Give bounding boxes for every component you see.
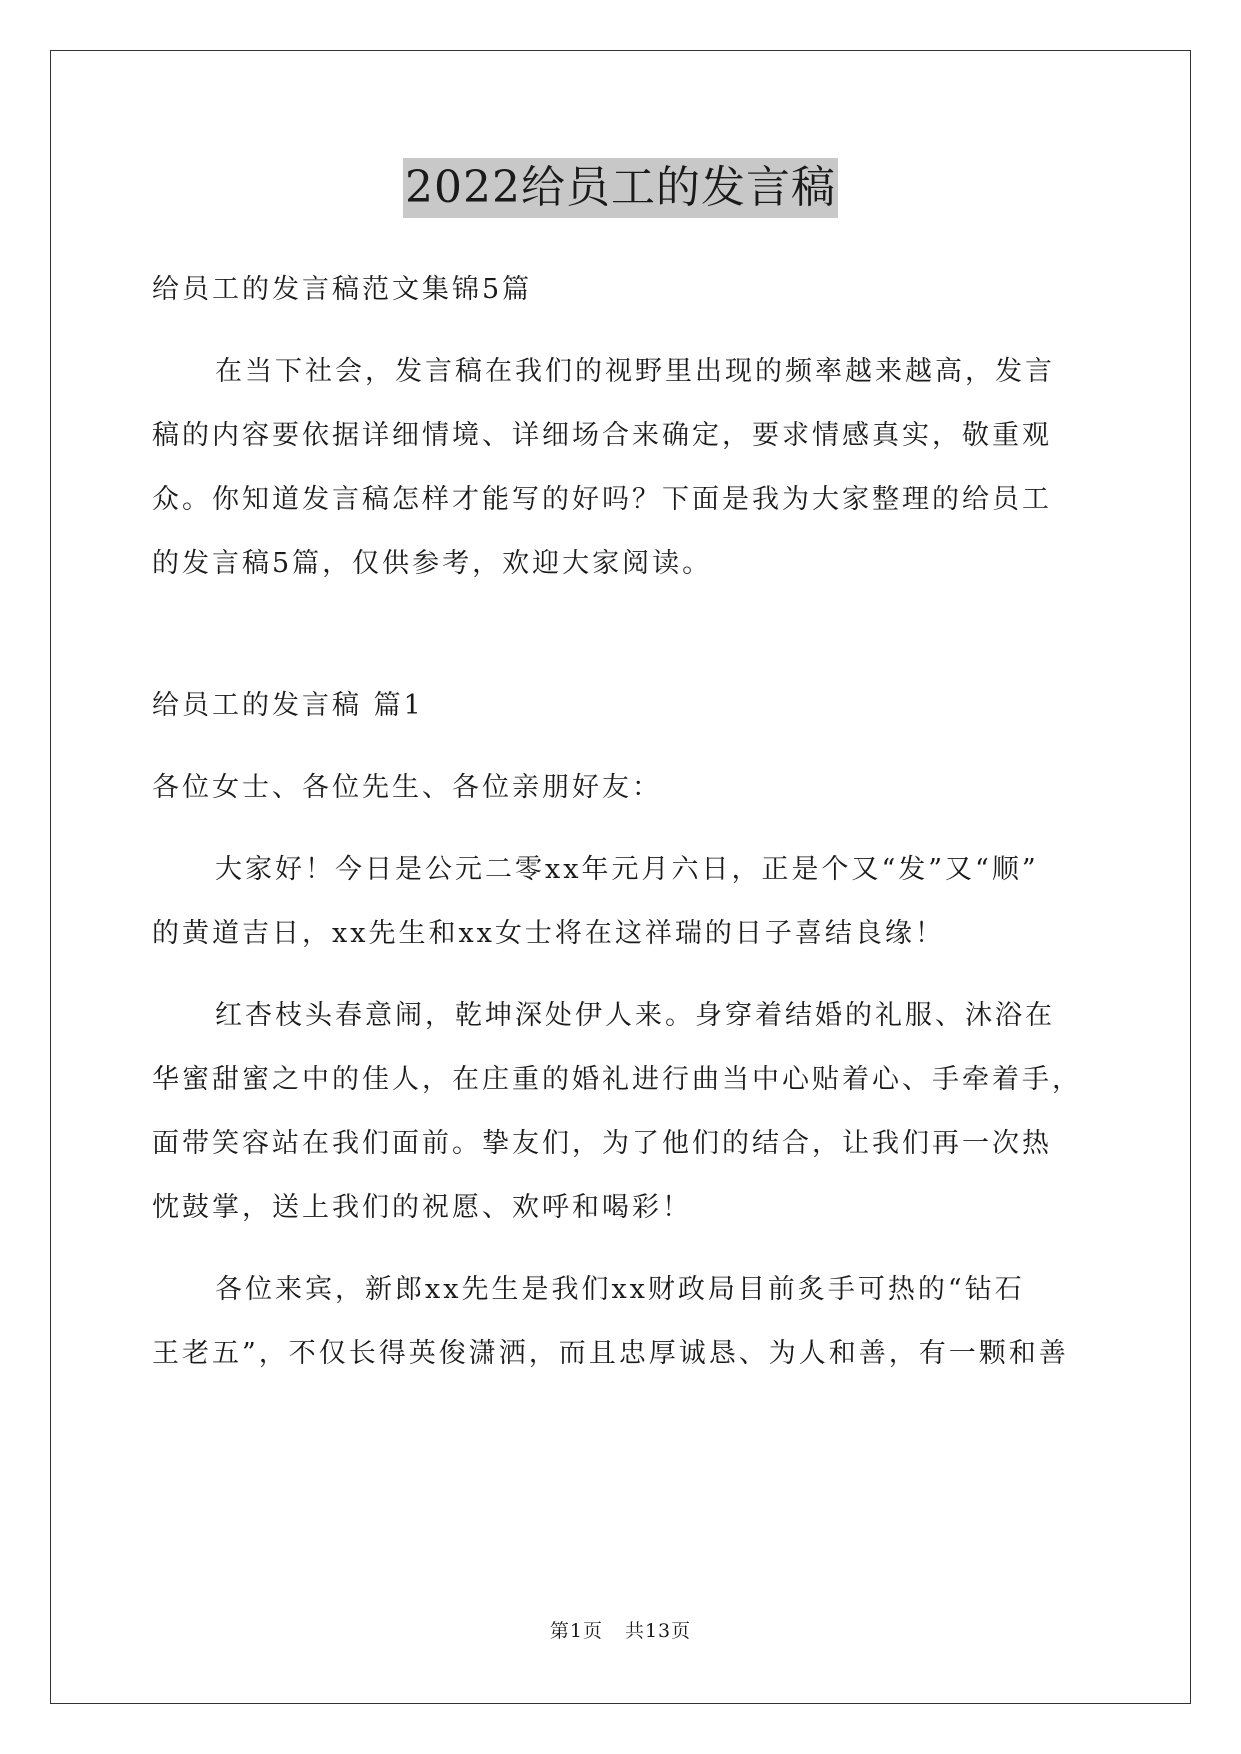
text-line: 众。你知道发言稿怎样才能写的好吗？下面是我为大家整理的给员工 xyxy=(152,484,1052,515)
text-line: 稿的内容要依据详细情境、详细场合来确定，要求情感真实，敬重观 xyxy=(152,420,1052,451)
page-footer xyxy=(0,1616,1241,1643)
document-subtitle: 给员工的发言稿范文集锦5篇 xyxy=(152,274,533,305)
paragraph xyxy=(152,984,1092,1240)
text-line: 红杏枝头春意闹，乾坤深处伊人来。身穿着结婚的礼服、沐浴在 xyxy=(215,1000,1055,1031)
document-title: 2022给员工的发言稿 xyxy=(403,158,838,218)
section-heading: 给员工的发言稿 篇1 xyxy=(152,690,424,721)
title-container xyxy=(0,158,1241,218)
page-number: 第1页 xyxy=(549,1620,603,1642)
text-line: 华蜜甜蜜之中的佳人，在庄重的婚礼进行曲当中心贴着心、手牵着手， xyxy=(152,1064,1082,1095)
text-line: 忱鼓掌，送上我们的祝愿、欢呼和喝彩！ xyxy=(152,1192,692,1223)
text-line: 的黄道吉日，xx先生和xx女士将在这祥瑞的日子喜结良缘！ xyxy=(152,918,945,949)
salutation: 各位女士、各位先生、各位亲朋好友： xyxy=(152,772,662,803)
text-line: 的发言稿5篇，仅供参考，欢迎大家阅读。 xyxy=(152,548,713,579)
paragraph xyxy=(152,838,1092,966)
text-line: 王老五”，不仅长得英俊潇洒，而且忠厚诚恳、为人和善，有一颗和善 xyxy=(152,1338,1069,1369)
text-line: 各位来宾，新郎xx先生是我们xx财政局目前炙手可热的“钻石 xyxy=(215,1274,1025,1305)
text-line: 大家好！今日是公元二零xx年元月六日，正是个又“发”又“顺” xyxy=(215,854,1039,885)
text-line: 面带笑容站在我们面前。挚友们，为了他们的结合，让我们再一次热 xyxy=(152,1128,1052,1159)
paragraph xyxy=(152,1258,1092,1386)
document-body xyxy=(152,258,1092,1386)
intro-paragraph xyxy=(152,340,1092,596)
page-total: 共13页 xyxy=(624,1620,692,1642)
text-line: 在当下社会，发言稿在我们的视野里出现的频率越来越高，发言 xyxy=(215,356,1055,387)
